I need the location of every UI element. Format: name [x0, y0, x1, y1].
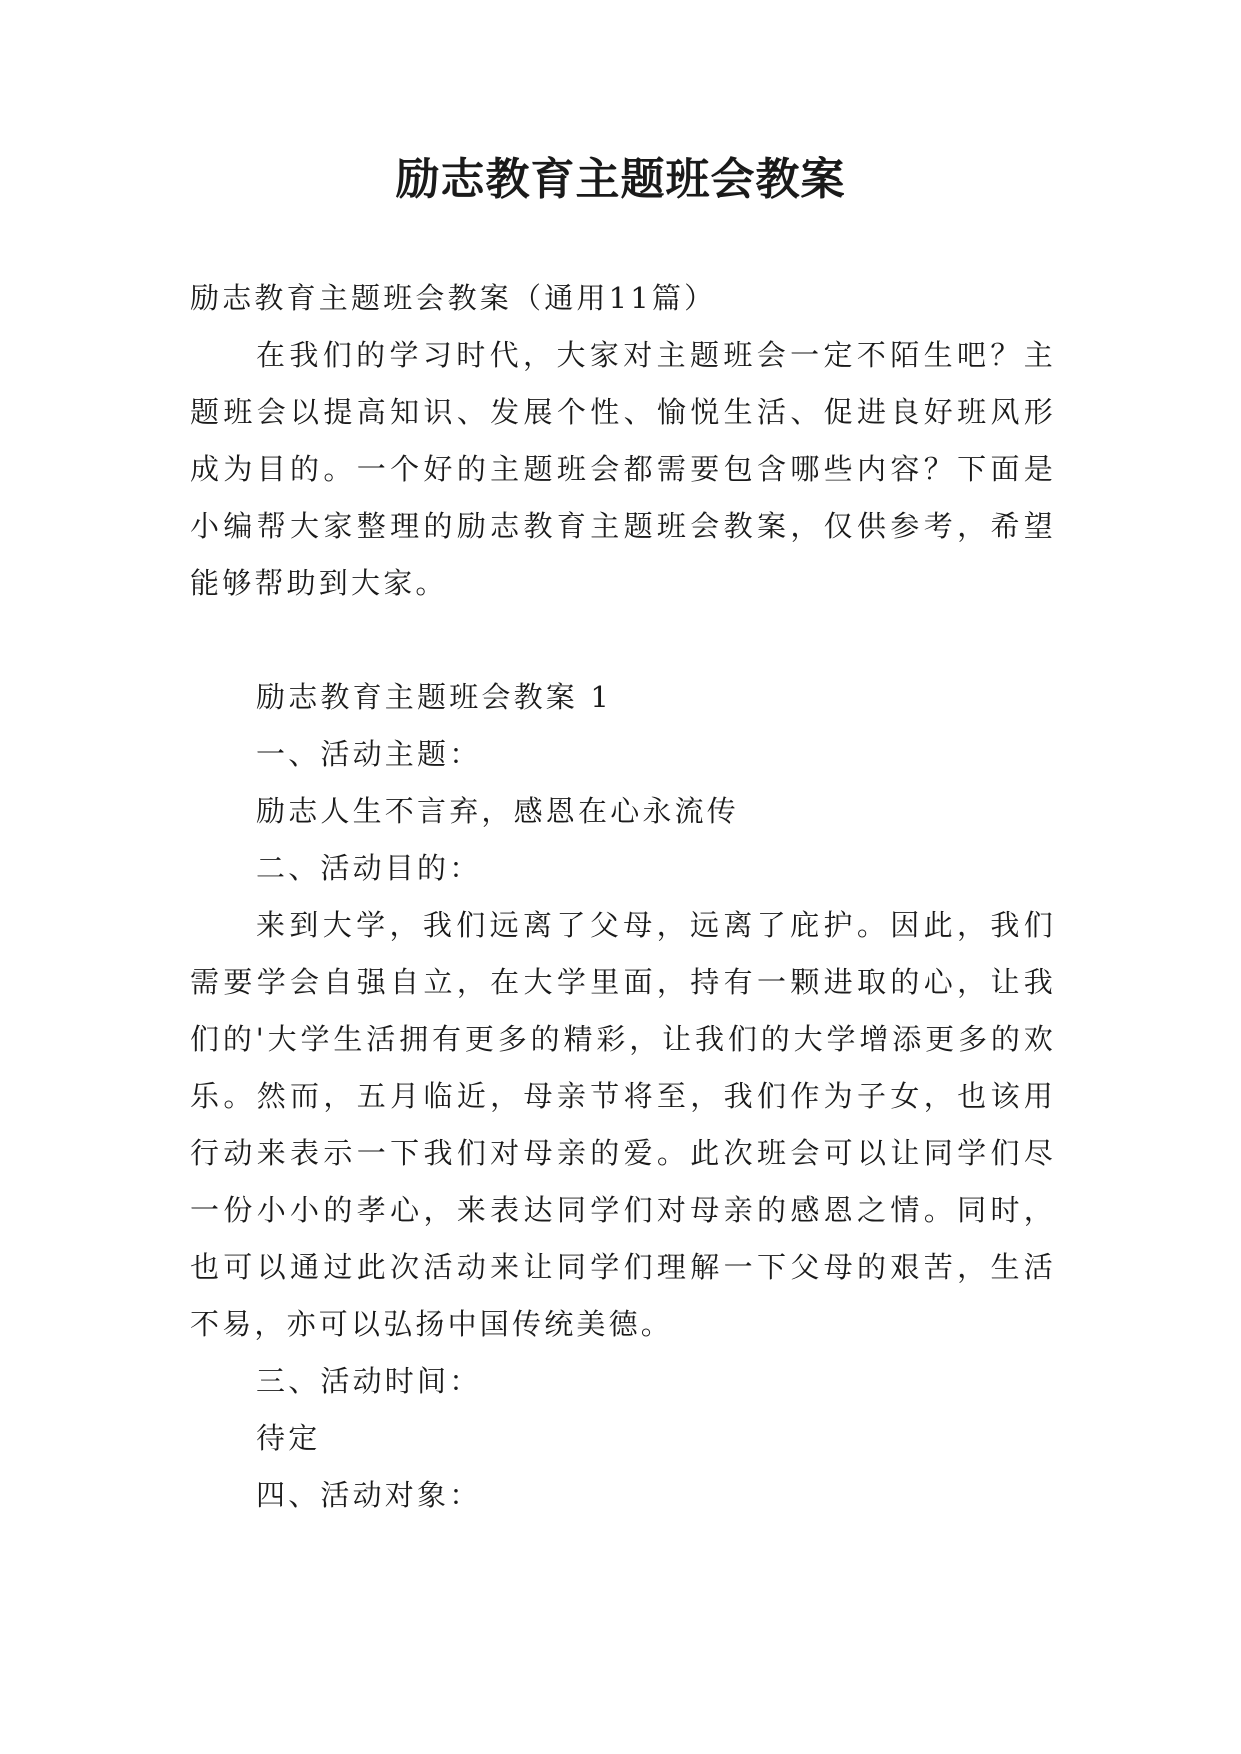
intro-paragraph: 在我们的学习时代，大家对主题班会一定不陌生吧？主题班会以提高知识、发展个性、愉悦生活、促进良好班风形成为目的。一个好的主题班会都需要包含哪些内容？下面是小编帮大家整理的励志教育主题班会教案，仅供参考，希望能够帮助到大家。 [190, 338, 1056, 600]
section-title: 励志教育主题班会教案 1 [256, 680, 613, 714]
document-subtitle: 励志教育主题班会教案（通用11篇） [190, 281, 717, 315]
heading-activity-theme: 一、活动主题： [256, 737, 482, 771]
paragraph-gap [190, 612, 1056, 669]
heading-activity-audience: 四、活动对象： [256, 1478, 482, 1512]
activity-time-text: 待定 [256, 1421, 321, 1455]
document-body [190, 270, 1056, 1524]
activity-purpose-paragraph: 来到大学，我们远离了父母，远离了庇护。因此，我们需要学会自强自立，在大学里面，持有一颗进取的心，让我们的'大学生活拥有更多的精彩，让我们的大学增添更多的欢乐。然而，五月临近，母亲节将至，我们作为子女，也该用行动来表示一下我们对母亲的爱。此次班会可以让同学们尽一份小小的孝心，来表达同学们对母亲的感恩之情。同时，也可以通过此次活动来让同学们理解一下父母的艰苦，生活不易，亦可以弘扬中国传统美德。 [190, 908, 1056, 1341]
activity-theme-text: 励志人生不言弃，感恩在心永流传 [256, 794, 740, 828]
heading-activity-purpose: 二、活动目的： [256, 851, 482, 885]
document-title: 励志教育主题班会教案 [395, 154, 846, 205]
heading-activity-time: 三、活动时间： [256, 1364, 482, 1398]
